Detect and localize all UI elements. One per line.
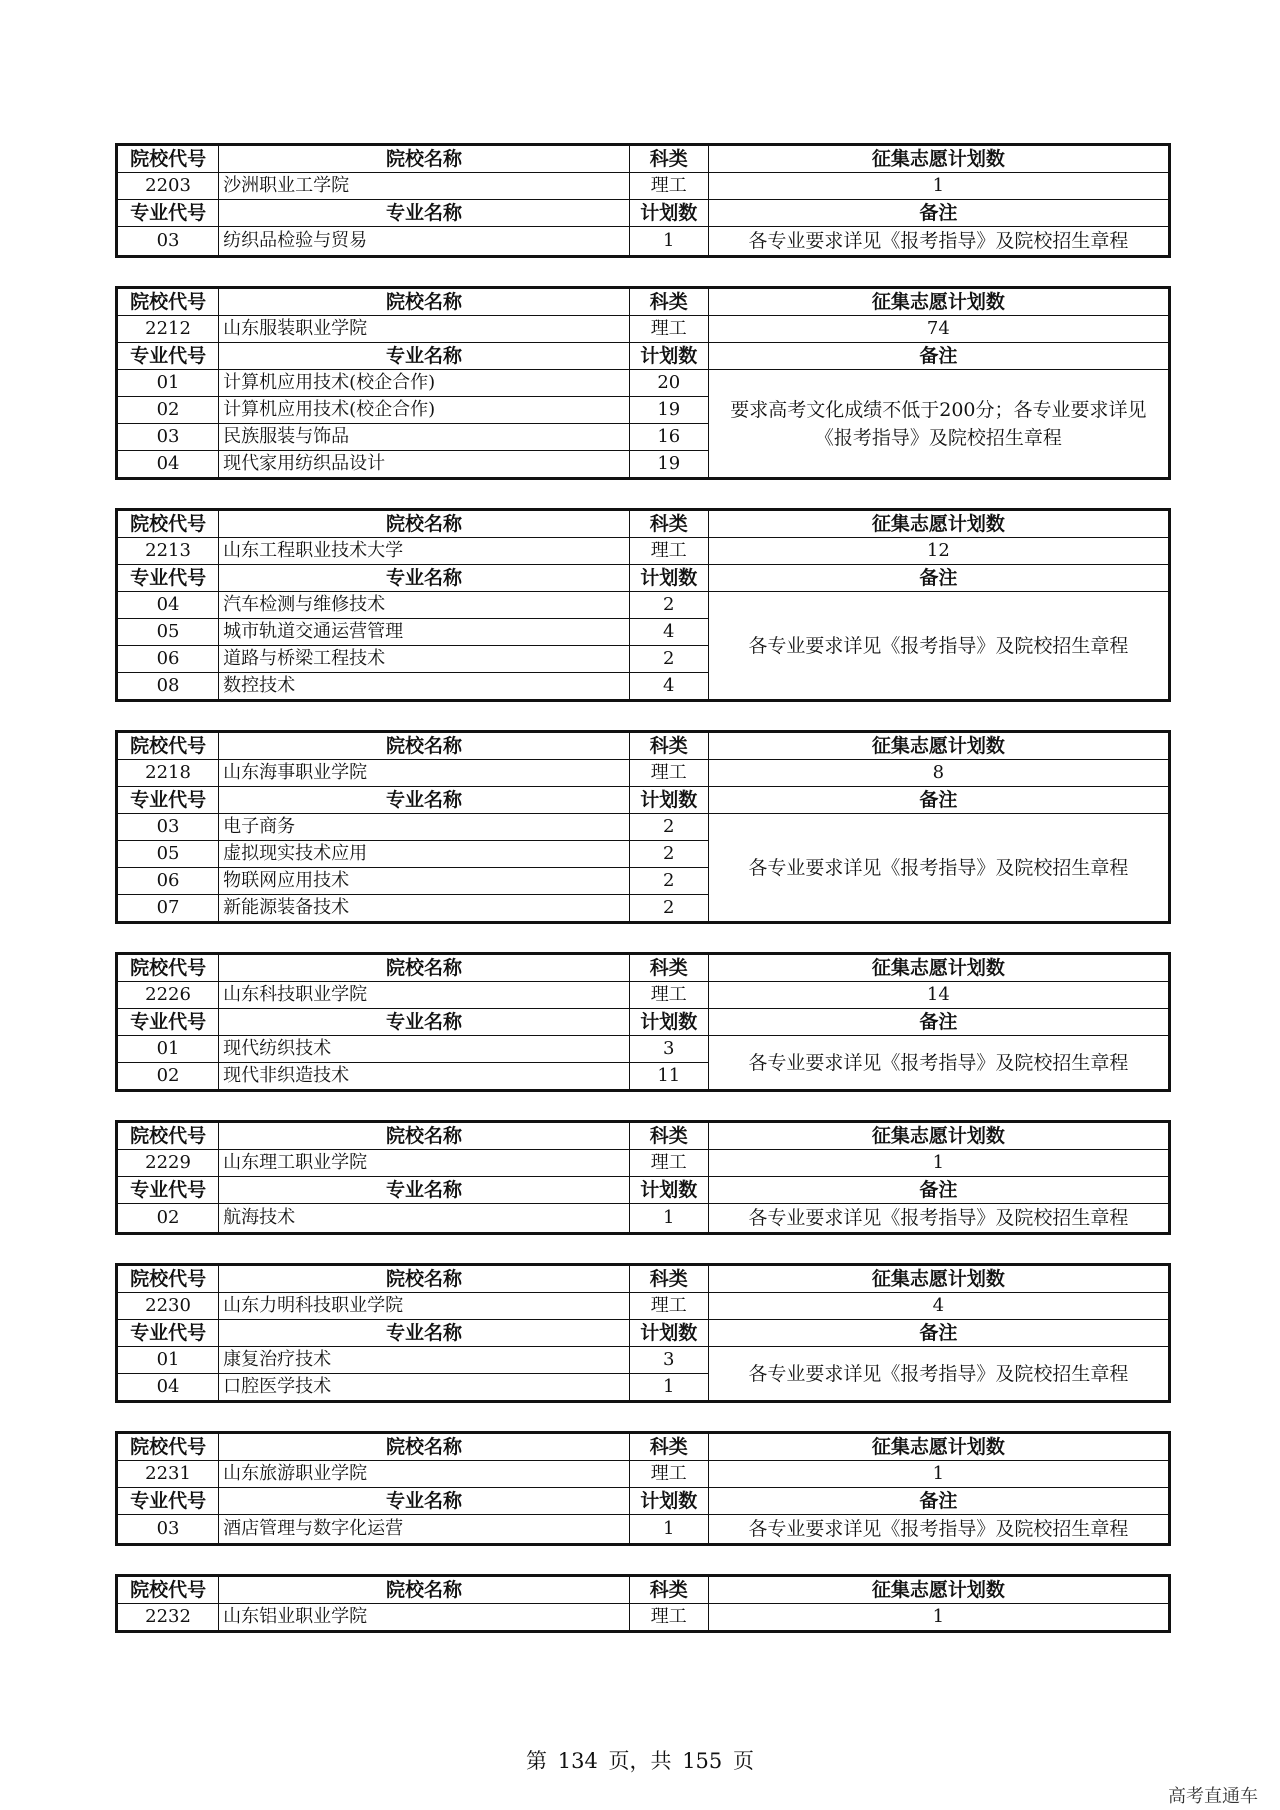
school-row (117, 538, 1170, 565)
school-name-header: 院校名称 (219, 1265, 630, 1293)
school-plan-total: 74 (708, 316, 1169, 343)
major-header-row (117, 200, 1170, 227)
school-category: 理工 (629, 1604, 708, 1632)
remark-header: 备注 (708, 787, 1169, 814)
major-code: 03 (117, 227, 219, 257)
major-name: 现代纺织技术 (219, 1036, 630, 1063)
school-header-row (117, 1433, 1170, 1461)
major-plan-count: 20 (629, 370, 708, 397)
school-plan-total: 8 (708, 760, 1169, 787)
major-name: 现代家用纺织品设计 (219, 451, 630, 479)
school-category: 理工 (629, 1293, 708, 1320)
major-code: 04 (117, 1374, 219, 1402)
major-code: 03 (117, 424, 219, 451)
school-category: 理工 (629, 173, 708, 200)
watermark: 高考直通车 (1168, 1786, 1258, 1807)
major-row (117, 370, 1170, 397)
major-remark: 各专业要求详见《报考指导》及院校招生章程 (708, 1036, 1169, 1091)
plan-total-header: 征集志愿计划数 (708, 1122, 1169, 1150)
major-row (117, 227, 1170, 257)
major-code: 06 (117, 868, 219, 895)
school-category: 理工 (629, 1150, 708, 1177)
plan-total-header: 征集志愿计划数 (708, 510, 1169, 538)
school-name: 沙洲职业工学院 (219, 173, 630, 200)
major-plan-count: 2 (629, 868, 708, 895)
school-row (117, 173, 1170, 200)
plan-count-header: 计划数 (629, 1009, 708, 1036)
major-code-header: 专业代号 (117, 200, 219, 227)
major-plan-count: 3 (629, 1036, 708, 1063)
footer-total-pages: 155 (682, 1749, 723, 1773)
school-code: 2229 (117, 1150, 219, 1177)
category-header: 科类 (629, 145, 708, 173)
school-code-header: 院校代号 (117, 145, 219, 173)
school-code-header: 院校代号 (117, 510, 219, 538)
category-header: 科类 (629, 954, 708, 982)
school-table-2218 (115, 730, 1171, 924)
school-header-row (117, 510, 1170, 538)
major-code: 02 (117, 1204, 219, 1234)
school-row (117, 1604, 1170, 1632)
school-table-2232 (115, 1574, 1171, 1633)
school-row (117, 316, 1170, 343)
plan-count-header: 计划数 (629, 1320, 708, 1347)
school-code-header: 院校代号 (117, 732, 219, 760)
category-header: 科类 (629, 510, 708, 538)
major-row (117, 1036, 1170, 1063)
major-code: 05 (117, 841, 219, 868)
major-name: 汽车检测与维修技术 (219, 592, 630, 619)
major-plan-count: 4 (629, 673, 708, 701)
school-code-header: 院校代号 (117, 954, 219, 982)
school-code: 2226 (117, 982, 219, 1009)
major-code: 01 (117, 370, 219, 397)
major-header-row (117, 1009, 1170, 1036)
school-code: 2231 (117, 1461, 219, 1488)
major-remark: 各专业要求详见《报考指导》及院校招生章程 (708, 814, 1169, 923)
school-name-header: 院校名称 (219, 1122, 630, 1150)
major-row (117, 1347, 1170, 1374)
school-table-2231 (115, 1431, 1171, 1546)
school-name: 山东科技职业学院 (219, 982, 630, 1009)
school-header-row (117, 1576, 1170, 1604)
plan-total-header: 征集志愿计划数 (708, 1433, 1169, 1461)
major-plan-count: 3 (629, 1347, 708, 1374)
major-plan-count: 2 (629, 895, 708, 923)
major-remark: 各专业要求详见《报考指导》及院校招生章程 (708, 1515, 1169, 1545)
major-remark: 各专业要求详见《报考指导》及院校招生章程 (708, 1204, 1169, 1234)
school-category: 理工 (629, 982, 708, 1009)
school-row (117, 1150, 1170, 1177)
major-remark: 要求高考文化成绩不低于200分；各专业要求详见《报考指导》及院校招生章程 (708, 370, 1169, 479)
category-header: 科类 (629, 1265, 708, 1293)
school-plan-total: 4 (708, 1293, 1169, 1320)
category-header: 科类 (629, 288, 708, 316)
school-name-header: 院校名称 (219, 1433, 630, 1461)
school-code-header: 院校代号 (117, 1122, 219, 1150)
major-plan-count: 2 (629, 646, 708, 673)
school-code: 2203 (117, 173, 219, 200)
major-plan-count: 11 (629, 1063, 708, 1091)
major-name-header: 专业名称 (219, 565, 630, 592)
footer-prefix: 第 (526, 1749, 548, 1773)
school-header-row (117, 288, 1170, 316)
major-name-header: 专业名称 (219, 200, 630, 227)
major-plan-count: 1 (629, 1515, 708, 1545)
school-table-2226 (115, 952, 1171, 1092)
school-category: 理工 (629, 1461, 708, 1488)
school-name: 山东旅游职业学院 (219, 1461, 630, 1488)
school-category: 理工 (629, 760, 708, 787)
major-code: 03 (117, 1515, 219, 1545)
major-code-header: 专业代号 (117, 1488, 219, 1515)
remark-header: 备注 (708, 1488, 1169, 1515)
remark-header: 备注 (708, 200, 1169, 227)
school-table-2212 (115, 286, 1171, 480)
major-name: 口腔医学技术 (219, 1374, 630, 1402)
category-header: 科类 (629, 732, 708, 760)
major-code-header: 专业代号 (117, 565, 219, 592)
major-plan-count: 2 (629, 592, 708, 619)
major-header-row (117, 565, 1170, 592)
school-header-row (117, 1265, 1170, 1293)
school-plan-total: 12 (708, 538, 1169, 565)
school-plan-total: 1 (708, 1150, 1169, 1177)
major-name: 计算机应用技术(校企合作) (219, 397, 630, 424)
school-header-row (117, 732, 1170, 760)
major-remark: 各专业要求详见《报考指导》及院校招生章程 (708, 1347, 1169, 1402)
plan-count-header: 计划数 (629, 343, 708, 370)
major-code: 05 (117, 619, 219, 646)
major-code: 01 (117, 1347, 219, 1374)
major-name: 航海技术 (219, 1204, 630, 1234)
plan-count-header: 计划数 (629, 787, 708, 814)
major-code: 06 (117, 646, 219, 673)
school-code: 2212 (117, 316, 219, 343)
school-name-header: 院校名称 (219, 1576, 630, 1604)
school-code-header: 院校代号 (117, 288, 219, 316)
plan-total-header: 征集志愿计划数 (708, 145, 1169, 173)
major-row (117, 592, 1170, 619)
major-code: 03 (117, 814, 219, 841)
major-name: 现代非织造技术 (219, 1063, 630, 1091)
school-table-2229 (115, 1120, 1171, 1235)
school-name-header: 院校名称 (219, 732, 630, 760)
major-code: 04 (117, 451, 219, 479)
school-code: 2232 (117, 1604, 219, 1632)
major-name-header: 专业名称 (219, 1009, 630, 1036)
major-header-row (117, 787, 1170, 814)
school-row (117, 760, 1170, 787)
major-header-row (117, 1177, 1170, 1204)
school-name-header: 院校名称 (219, 145, 630, 173)
major-code: 02 (117, 397, 219, 424)
plan-count-header: 计划数 (629, 1488, 708, 1515)
plan-count-header: 计划数 (629, 1177, 708, 1204)
major-row (117, 814, 1170, 841)
school-code: 2218 (117, 760, 219, 787)
school-plan-total: 1 (708, 173, 1169, 200)
major-code-header: 专业代号 (117, 343, 219, 370)
plan-total-header: 征集志愿计划数 (708, 288, 1169, 316)
school-table-2213 (115, 508, 1171, 702)
major-plan-count: 2 (629, 814, 708, 841)
school-category: 理工 (629, 538, 708, 565)
major-code: 08 (117, 673, 219, 701)
plan-count-header: 计划数 (629, 200, 708, 227)
school-code-header: 院校代号 (117, 1433, 219, 1461)
category-header: 科类 (629, 1433, 708, 1461)
major-name: 民族服装与饰品 (219, 424, 630, 451)
footer-middle: 页，共 (608, 1749, 672, 1773)
school-table-2230 (115, 1263, 1171, 1403)
major-plan-count: 16 (629, 424, 708, 451)
major-name: 纺织品检验与贸易 (219, 227, 630, 257)
major-name-header: 专业名称 (219, 1320, 630, 1347)
major-code-header: 专业代号 (117, 1009, 219, 1036)
major-plan-count: 4 (629, 619, 708, 646)
major-plan-count: 1 (629, 227, 708, 257)
school-name: 山东工程职业技术大学 (219, 538, 630, 565)
school-name: 山东服装职业学院 (219, 316, 630, 343)
remark-header: 备注 (708, 565, 1169, 592)
school-row (117, 1461, 1170, 1488)
major-name-header: 专业名称 (219, 343, 630, 370)
school-name-header: 院校名称 (219, 510, 630, 538)
major-name: 虚拟现实技术应用 (219, 841, 630, 868)
school-header-row (117, 145, 1170, 173)
major-name: 康复治疗技术 (219, 1347, 630, 1374)
school-plan-total: 14 (708, 982, 1169, 1009)
remark-header: 备注 (708, 343, 1169, 370)
major-plan-count: 1 (629, 1204, 708, 1234)
footer-suffix: 页 (732, 1749, 754, 1773)
major-code-header: 专业代号 (117, 1320, 219, 1347)
footer-page-number: 134 (557, 1749, 598, 1773)
major-plan-count: 2 (629, 841, 708, 868)
plan-total-header: 征集志愿计划数 (708, 954, 1169, 982)
school-row (117, 1293, 1170, 1320)
school-code-header: 院校代号 (117, 1265, 219, 1293)
school-code-header: 院校代号 (117, 1576, 219, 1604)
major-name-header: 专业名称 (219, 1177, 630, 1204)
school-header-row (117, 954, 1170, 982)
plan-count-header: 计划数 (629, 565, 708, 592)
major-name: 电子商务 (219, 814, 630, 841)
major-code-header: 专业代号 (117, 1177, 219, 1204)
major-plan-count: 19 (629, 397, 708, 424)
school-row (117, 982, 1170, 1009)
remark-header: 备注 (708, 1009, 1169, 1036)
major-name: 新能源装备技术 (219, 895, 630, 923)
major-row (117, 1204, 1170, 1234)
admission-plan-tables (115, 143, 1171, 1661)
school-header-row (117, 1122, 1170, 1150)
major-name: 酒店管理与数字化运营 (219, 1515, 630, 1545)
major-code: 01 (117, 1036, 219, 1063)
major-code-header: 专业代号 (117, 787, 219, 814)
school-name: 山东力明科技职业学院 (219, 1293, 630, 1320)
remark-header: 备注 (708, 1320, 1169, 1347)
major-name-header: 专业名称 (219, 1488, 630, 1515)
school-name-header: 院校名称 (219, 954, 630, 982)
school-table-2203 (115, 143, 1171, 258)
category-header: 科类 (629, 1122, 708, 1150)
school-name-header: 院校名称 (219, 288, 630, 316)
school-category: 理工 (629, 316, 708, 343)
major-name: 计算机应用技术(校企合作) (219, 370, 630, 397)
school-plan-total: 1 (708, 1604, 1169, 1632)
major-name: 道路与桥梁工程技术 (219, 646, 630, 673)
category-header: 科类 (629, 1576, 708, 1604)
major-plan-count: 19 (629, 451, 708, 479)
remark-header: 备注 (708, 1177, 1169, 1204)
major-name: 物联网应用技术 (219, 868, 630, 895)
school-name: 山东理工职业学院 (219, 1150, 630, 1177)
plan-total-header: 征集志愿计划数 (708, 732, 1169, 760)
school-code: 2213 (117, 538, 219, 565)
major-remark: 各专业要求详见《报考指导》及院校招生章程 (708, 227, 1169, 257)
plan-total-header: 征集志愿计划数 (708, 1576, 1169, 1604)
school-name: 山东海事职业学院 (219, 760, 630, 787)
major-name: 城市轨道交通运营管理 (219, 619, 630, 646)
major-remark: 各专业要求详见《报考指导》及院校招生章程 (708, 592, 1169, 701)
school-code: 2230 (117, 1293, 219, 1320)
school-plan-total: 1 (708, 1461, 1169, 1488)
major-name-header: 专业名称 (219, 787, 630, 814)
major-code: 04 (117, 592, 219, 619)
major-plan-count: 1 (629, 1374, 708, 1402)
major-row (117, 1515, 1170, 1545)
page-footer (0, 1745, 1280, 1775)
major-name: 数控技术 (219, 673, 630, 701)
major-header-row (117, 343, 1170, 370)
major-code: 02 (117, 1063, 219, 1091)
major-header-row (117, 1320, 1170, 1347)
plan-total-header: 征集志愿计划数 (708, 1265, 1169, 1293)
major-code: 07 (117, 895, 219, 923)
school-name: 山东铝业职业学院 (219, 1604, 630, 1632)
major-header-row (117, 1488, 1170, 1515)
